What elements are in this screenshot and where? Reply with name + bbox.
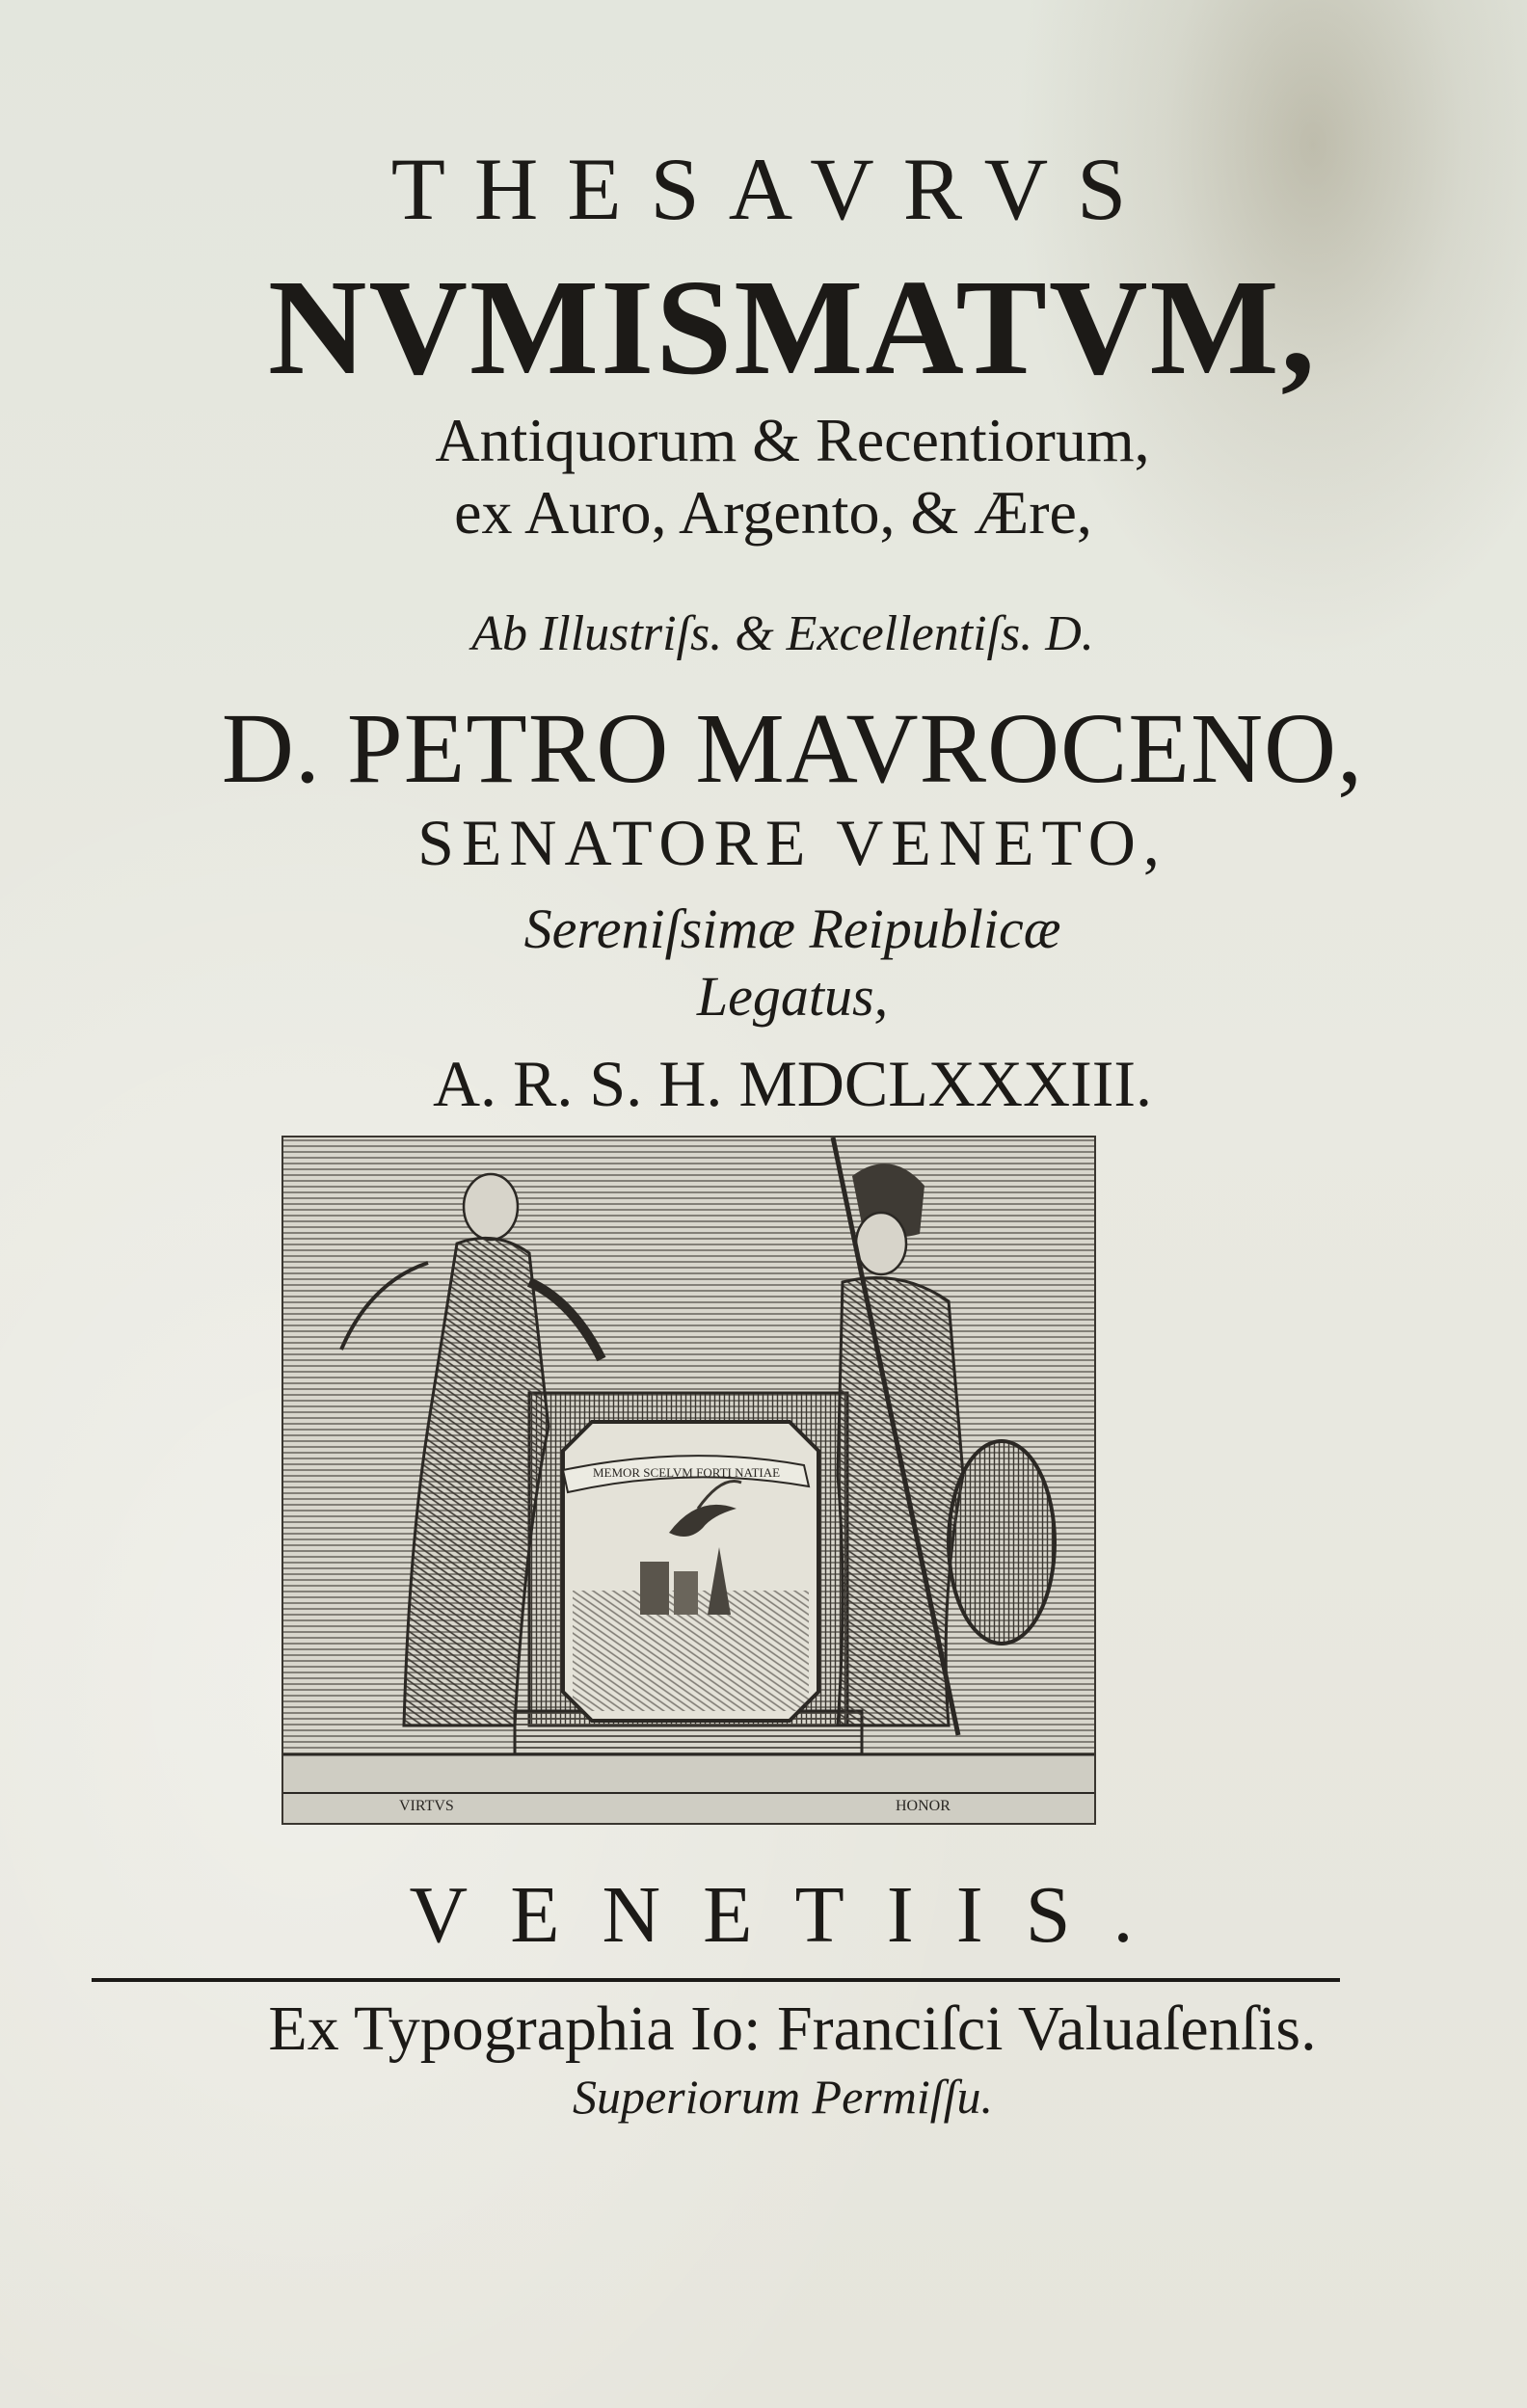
title-line-thesaurus: THESAVRVS — [390, 140, 1156, 238]
byline: Ab Illustriſs. & Excellentiſs. D. — [471, 606, 1094, 661]
subtitle-line-antiquorum: Antiquorum & Recentiorum, — [435, 406, 1150, 474]
right-caption: HONOR — [896, 1798, 951, 1814]
shield — [949, 1441, 1055, 1644]
author-title: SENATORE VENETO, — [417, 806, 1167, 879]
left-caption: VIRTVS — [399, 1798, 454, 1814]
divider-rule — [92, 1978, 1340, 1982]
date-line: A. R. S. H. MDCLXXXIII. — [432, 1047, 1153, 1120]
engraving-svg — [283, 1137, 1094, 1823]
pedestal — [515, 1393, 862, 1754]
title-line-numismatum: NVMISMATVM, — [267, 251, 1318, 403]
office-line-1: Sereniſsimæ Reipublicæ — [523, 897, 1061, 960]
permission-line: Superiorum Permiſſu. — [572, 2070, 994, 2124]
place-of-publication: VENETIIS. — [409, 1870, 1176, 1960]
engraving-illustration — [281, 1136, 1096, 1825]
subtitle-line-ex-auro: ex Auro, Argento, & Ære, — [454, 478, 1092, 547]
printer-line: Ex Typographia Io: Franciſci Valuaſenſis. — [268, 1993, 1317, 2064]
office-line-2: Legatus, — [696, 965, 889, 1028]
author-name: D. PETRO MAVROCENO, — [221, 693, 1364, 804]
banner-text: MEMOR SCELVM FORTI NATIAE — [592, 1465, 781, 1480]
